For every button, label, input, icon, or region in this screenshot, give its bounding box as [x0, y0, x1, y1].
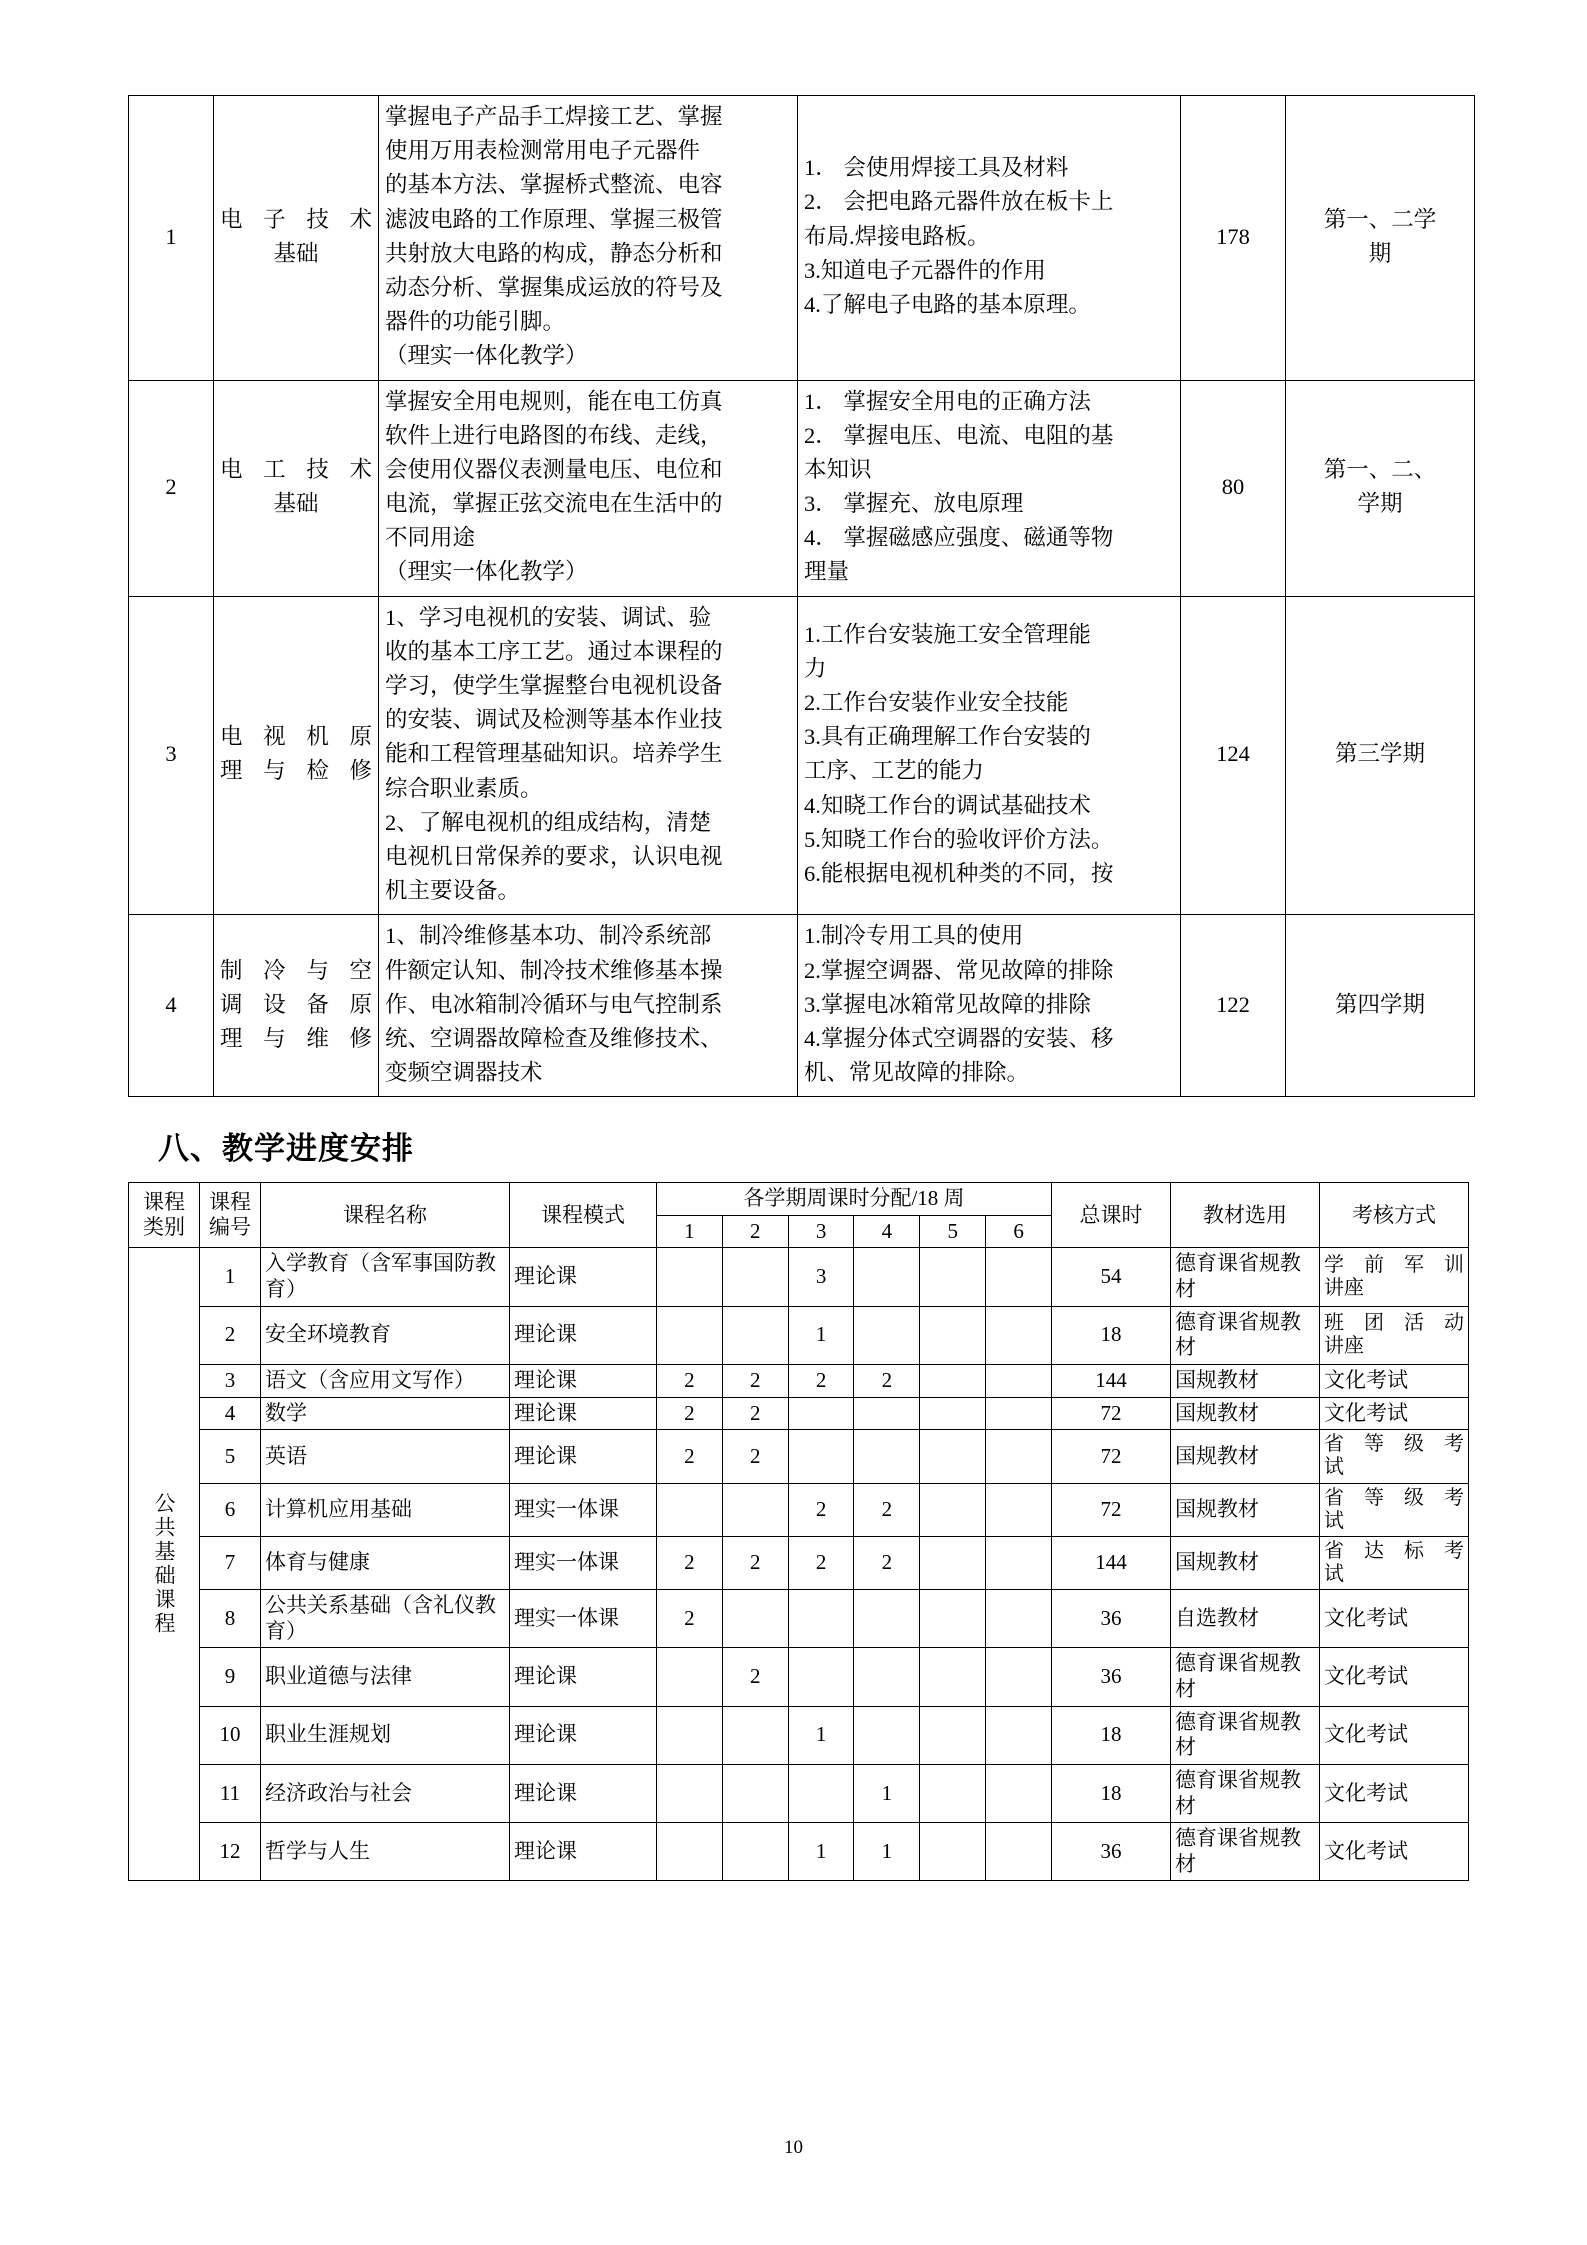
term-2-hours — [722, 1306, 788, 1364]
term-2-hours — [722, 1590, 788, 1648]
header-course-name: 课程名称 — [261, 1183, 510, 1248]
table-row — [129, 1397, 1469, 1430]
term-5-hours — [920, 1536, 986, 1589]
course-name-line: 电 子 技 术 — [220, 206, 372, 232]
course-description — [379, 380, 798, 596]
term-4-hours — [854, 1590, 920, 1648]
course-mode: 理实一体课 — [510, 1483, 657, 1536]
term-3-hours — [788, 1397, 854, 1430]
assessment: 文化考试 — [1320, 1648, 1469, 1706]
teaching-schedule-table — [128, 1182, 1469, 1881]
assessment — [1320, 1536, 1469, 1589]
term-5-hours — [920, 1823, 986, 1881]
table-row — [129, 1483, 1469, 1536]
term-3-hours — [788, 1590, 854, 1648]
term-6-hours — [986, 1648, 1052, 1706]
term-1-hours — [657, 1248, 723, 1306]
term-2-hours — [722, 1706, 788, 1764]
course-number: 8 — [200, 1590, 261, 1648]
course-hours: 80 — [1181, 380, 1286, 596]
header-assessment: 考核方式 — [1320, 1183, 1469, 1248]
assessment: 文化考试 — [1320, 1706, 1469, 1764]
term-5-hours — [920, 1364, 986, 1397]
course-name — [214, 915, 379, 1097]
term-6-hours — [986, 1764, 1052, 1822]
term-2-hours — [722, 1764, 788, 1822]
course-number: 2 — [200, 1306, 261, 1364]
course-number: 12 — [200, 1823, 261, 1881]
term-5-hours — [920, 1248, 986, 1306]
semester-line: 第一、二、 — [1323, 456, 1437, 482]
row-number: 2 — [129, 380, 214, 596]
term-2-hours — [722, 1248, 788, 1306]
course-name: 安全环境教育 — [261, 1306, 510, 1364]
course-mode: 理实一体课 — [510, 1590, 657, 1648]
course-name: 哲学与人生 — [261, 1823, 510, 1881]
course-name-line: 电视机原 — [220, 724, 372, 750]
term-6-hours — [986, 1706, 1052, 1764]
total-hours: 18 — [1052, 1306, 1171, 1364]
table-row — [129, 1764, 1469, 1822]
term-1-hours — [657, 1706, 723, 1764]
skill-line: 2． 掌握电压、电流、电阻的基 — [804, 422, 1114, 448]
teaching-schedule-header — [129, 1183, 1469, 1248]
textbook: 国规教材 — [1171, 1483, 1320, 1536]
skill-line: 2.掌握空调器、常见故障的排除 — [804, 957, 1114, 983]
header-row-1 — [129, 1183, 1469, 1216]
term-1-hours — [657, 1764, 723, 1822]
term-4-hours — [854, 1706, 920, 1764]
term-2-hours: 2 — [722, 1397, 788, 1430]
desc-line: 件额定认知、制冷技术维修基本操 — [385, 957, 723, 983]
desc-line: 使用万用表检测常用电子元器件 — [385, 138, 701, 164]
term-6-hours — [986, 1590, 1052, 1648]
desc-line: 会使用仪器仪表测量电压、电位和 — [385, 456, 723, 482]
term-4-hours — [854, 1248, 920, 1306]
semester-line: 学期 — [1357, 491, 1403, 517]
skill-line: 布局.焊接电路板。 — [804, 223, 990, 249]
skill-line: 1． 掌握安全用电的正确方法 — [804, 388, 1091, 414]
skill-line: 3.具有正确理解工作台安装的 — [804, 724, 1091, 750]
term-6-hours — [986, 1483, 1052, 1536]
skill-line: 机、常见故障的排除。 — [804, 1060, 1030, 1086]
skill-line: 3． 掌握充、放电原理 — [804, 491, 1024, 517]
term-3-hours — [788, 1430, 854, 1483]
desc-line: 学习，使学生掌握整台电视机设备 — [385, 673, 723, 698]
table-row — [129, 1648, 1469, 1706]
term-4-hours: 2 — [854, 1536, 920, 1589]
table-row — [129, 596, 1475, 915]
desc-line: 电流，掌握正弦交流电在生活中的 — [385, 491, 723, 517]
header-total-hours: 总课时 — [1052, 1183, 1171, 1248]
course-number: 3 — [200, 1364, 261, 1397]
term-6-hours — [986, 1430, 1052, 1483]
course-name: 数学 — [261, 1397, 510, 1430]
skill-requirements — [798, 915, 1181, 1097]
textbook: 国规教材 — [1171, 1364, 1320, 1397]
term-2-hours: 2 — [722, 1364, 788, 1397]
term-2-hours — [722, 1483, 788, 1536]
term-6-hours — [986, 1823, 1052, 1881]
term-3-hours: 1 — [788, 1823, 854, 1881]
skill-line: 1． 会使用焊接工具及材料 — [804, 155, 1069, 181]
course-mode: 理实一体课 — [510, 1536, 657, 1589]
course-name — [214, 380, 379, 596]
course-name: 公共关系基础（含礼仪教育） — [261, 1590, 510, 1648]
assessment: 文化考试 — [1320, 1764, 1469, 1822]
skill-line: 力 — [804, 655, 827, 681]
course-name: 语文（含应用文写作） — [261, 1364, 510, 1397]
term-3-hours: 3 — [788, 1248, 854, 1306]
header-category — [129, 1183, 200, 1248]
course-objectives-body — [129, 96, 1475, 1097]
textbook: 德育课省规教材 — [1171, 1706, 1320, 1764]
desc-line: 电视机日常保养的要求，认识电视 — [385, 843, 723, 869]
desc-line: 1、制冷维修基本功、制冷系统部 — [385, 923, 712, 949]
textbook: 国规教材 — [1171, 1430, 1320, 1483]
desc-line: 机主要设备。 — [385, 878, 521, 904]
table-row — [129, 1248, 1469, 1306]
assessment — [1320, 1248, 1469, 1306]
desc-line: （理实一体化教学） — [385, 559, 588, 585]
header-weekly-distribution: 各学期周课时分配/18 周 — [657, 1183, 1052, 1216]
skill-line: 工序、工艺的能力 — [804, 758, 985, 784]
table-row — [129, 96, 1475, 381]
row-number: 1 — [129, 96, 214, 381]
course-name: 职业道德与法律 — [261, 1648, 510, 1706]
desc-line: 掌握电子产品手工焊接工艺、掌握 — [385, 104, 723, 129]
term-3-hours: 1 — [788, 1706, 854, 1764]
term-6-hours — [986, 1397, 1052, 1430]
assessment-line: 讲座 — [1324, 1277, 1364, 1300]
assessment — [1320, 1430, 1469, 1483]
term-2-hours: 2 — [722, 1536, 788, 1589]
textbook: 德育课省规教材 — [1171, 1306, 1320, 1364]
term-4-hours — [854, 1306, 920, 1364]
skill-line: 理量 — [804, 559, 850, 585]
term-5-hours — [920, 1306, 986, 1364]
term-1-hours: 2 — [657, 1397, 723, 1430]
header-term-4: 4 — [854, 1215, 920, 1248]
assessment: 文化考试 — [1320, 1397, 1469, 1430]
header-category-line: 类别 — [143, 1215, 185, 1240]
skill-line: 本知识 — [804, 456, 872, 482]
course-number: 6 — [200, 1483, 261, 1536]
term-1-hours — [657, 1306, 723, 1364]
total-hours: 36 — [1052, 1648, 1171, 1706]
textbook: 德育课省规教材 — [1171, 1648, 1320, 1706]
header-term-6: 6 — [986, 1215, 1052, 1248]
term-1-hours — [657, 1483, 723, 1536]
skill-line: 1.工作台安装施工安全管理能 — [804, 621, 1091, 647]
textbook: 国规教材 — [1171, 1536, 1320, 1589]
course-name-line: 基础 — [273, 240, 319, 266]
course-name: 经济政治与社会 — [261, 1764, 510, 1822]
assessment-line: 班 团 活 动 — [1324, 1312, 1464, 1335]
term-2-hours: 2 — [722, 1430, 788, 1483]
assessment-line: 省 达 标 考 — [1324, 1539, 1464, 1562]
desc-line: 2、了解电视机的组成结构，清楚 — [385, 809, 712, 835]
page-number: 10 — [784, 2137, 803, 2158]
term-3-hours: 1 — [788, 1306, 854, 1364]
skill-line: 4.了解电子电路的基本原理。 — [804, 292, 1091, 318]
desc-line: 的基本方法、掌握桥式整流、电容 — [385, 172, 723, 198]
textbook: 国规教材 — [1171, 1397, 1320, 1430]
course-number: 1 — [200, 1248, 261, 1306]
desc-line: 滤波电路的工作原理、掌握三极管 — [385, 206, 723, 232]
course-objectives-table — [128, 95, 1475, 1097]
course-semester: 第四学期 — [1286, 915, 1475, 1097]
header-term-5: 5 — [920, 1215, 986, 1248]
term-4-hours — [854, 1397, 920, 1430]
skill-line: 4.掌握分体式空调器的安装、移 — [804, 1025, 1114, 1051]
category-cell — [129, 1248, 200, 1881]
term-5-hours — [920, 1648, 986, 1706]
course-number: 5 — [200, 1430, 261, 1483]
course-mode: 理论课 — [510, 1306, 657, 1364]
term-6-hours — [986, 1536, 1052, 1589]
term-2-hours — [722, 1823, 788, 1881]
semester-line: 期 — [1368, 240, 1392, 266]
course-mode: 理论课 — [510, 1764, 657, 1822]
desc-line: 的安装、调试及检测等基本作业技 — [385, 707, 723, 733]
course-hours: 178 — [1181, 96, 1286, 381]
table-row — [129, 1706, 1469, 1764]
assessment-line: 省 等 级 考 — [1324, 1433, 1464, 1456]
category-label: 公共基础课程 — [152, 1492, 177, 1637]
assessment — [1320, 1306, 1469, 1364]
course-name: 体育与健康 — [261, 1536, 510, 1589]
course-name: 职业生涯规划 — [261, 1706, 510, 1764]
skill-line: 3.知道电子元器件的作用 — [804, 257, 1046, 283]
term-4-hours: 2 — [854, 1364, 920, 1397]
term-1-hours: 2 — [657, 1364, 723, 1397]
term-6-hours — [986, 1306, 1052, 1364]
header-number-line: 编号 — [209, 1215, 251, 1240]
term-1-hours — [657, 1823, 723, 1881]
desc-line: （理实一体化教学） — [385, 343, 588, 369]
header-number-line: 课程 — [209, 1189, 251, 1214]
assessment-line: 讲座 — [1324, 1335, 1364, 1358]
term-2-hours: 2 — [722, 1648, 788, 1706]
skill-line: 2.工作台安装作业安全技能 — [804, 690, 1069, 716]
term-3-hours: 2 — [788, 1483, 854, 1536]
term-6-hours — [986, 1248, 1052, 1306]
total-hours: 144 — [1052, 1364, 1171, 1397]
total-hours: 18 — [1052, 1764, 1171, 1822]
assessment — [1320, 1483, 1469, 1536]
course-name: 计算机应用基础 — [261, 1483, 510, 1536]
table-row — [129, 1306, 1469, 1364]
term-5-hours — [920, 1430, 986, 1483]
course-number: 11 — [200, 1764, 261, 1822]
term-5-hours — [920, 1590, 986, 1648]
desc-line: 作、电冰箱制冷循环与电气控制系 — [385, 991, 723, 1017]
term-6-hours — [986, 1364, 1052, 1397]
section-heading: 八、教学进度安排 — [158, 1131, 414, 1168]
term-5-hours — [920, 1764, 986, 1822]
table-row — [129, 1590, 1469, 1648]
course-number: 7 — [200, 1536, 261, 1589]
skill-line: 5.知晓工作台的验收评价方法。 — [804, 826, 1114, 852]
course-mode: 理论课 — [510, 1364, 657, 1397]
course-mode: 理论课 — [510, 1648, 657, 1706]
skill-line: 6.能根据电视机种类的不同，按 — [804, 861, 1114, 887]
term-5-hours — [920, 1483, 986, 1536]
total-hours: 54 — [1052, 1248, 1171, 1306]
skill-line: 1.制冷专用工具的使用 — [804, 923, 1024, 949]
total-hours: 36 — [1052, 1590, 1171, 1648]
desc-line: 器件的功能引脚。 — [385, 309, 566, 335]
desc-line: 综合职业素质。 — [385, 775, 543, 801]
course-hours: 122 — [1181, 915, 1286, 1097]
term-3-hours — [788, 1648, 854, 1706]
course-description — [379, 596, 798, 915]
assessment: 文化考试 — [1320, 1823, 1469, 1881]
course-name-line: 制 冷 与 空 — [220, 957, 372, 983]
term-5-hours — [920, 1397, 986, 1430]
desc-line: 动态分析、掌握集成运放的符号及 — [385, 274, 723, 300]
term-3-hours: 2 — [788, 1364, 854, 1397]
term-1-hours: 2 — [657, 1590, 723, 1648]
textbook: 德育课省规教材 — [1171, 1823, 1320, 1881]
skill-line: 2． 会把电路元器件放在板卡上 — [804, 189, 1114, 215]
row-number: 4 — [129, 915, 214, 1097]
skill-requirements — [798, 96, 1181, 381]
header-term-1: 1 — [657, 1215, 723, 1248]
course-number: 9 — [200, 1648, 261, 1706]
skill-line: 4.知晓工作台的调试基础技术 — [804, 792, 1091, 818]
term-1-hours: 2 — [657, 1536, 723, 1589]
row-number: 3 — [129, 596, 214, 915]
table-row — [129, 1364, 1469, 1397]
teaching-schedule-body — [129, 1248, 1469, 1881]
total-hours: 36 — [1052, 1823, 1171, 1881]
table-row — [129, 915, 1475, 1097]
course-semester — [1286, 380, 1475, 596]
header-term-3: 3 — [788, 1215, 854, 1248]
course-hours: 124 — [1181, 596, 1286, 915]
term-1-hours — [657, 1648, 723, 1706]
course-name — [214, 596, 379, 915]
table-row — [129, 1536, 1469, 1589]
total-hours: 72 — [1052, 1397, 1171, 1430]
skill-line: 4． 掌握磁感应强度、磁通等物 — [804, 525, 1114, 551]
total-hours: 18 — [1052, 1706, 1171, 1764]
desc-line: 共射放大电路的构成，静态分析和 — [385, 240, 723, 266]
header-number — [200, 1183, 261, 1248]
course-name-line: 调 设 备 原 — [220, 991, 372, 1017]
term-4-hours: 2 — [854, 1483, 920, 1536]
header-textbook: 教材选用 — [1171, 1183, 1320, 1248]
course-name — [214, 96, 379, 381]
desc-line: 掌握安全用电规则，能在电工仿真 — [385, 388, 723, 414]
desc-line: 不同用途 — [385, 525, 476, 551]
semester-line: 第一、二学 — [1323, 206, 1437, 232]
assessment: 文化考试 — [1320, 1590, 1469, 1648]
course-name: 英语 — [261, 1430, 510, 1483]
course-mode: 理论课 — [510, 1706, 657, 1764]
course-semester: 第三学期 — [1286, 596, 1475, 915]
assessment-line: 学 前 军 训 — [1324, 1253, 1464, 1276]
total-hours: 72 — [1052, 1430, 1171, 1483]
term-4-hours — [854, 1430, 920, 1483]
desc-line: 变频空调器技术 — [385, 1060, 543, 1086]
course-mode: 理论课 — [510, 1430, 657, 1483]
term-4-hours: 1 — [854, 1764, 920, 1822]
textbook: 自选教材 — [1171, 1590, 1320, 1648]
desc-line: 收的基本工序工艺。通过本课程的 — [385, 638, 723, 664]
assessment-line: 省 等 级 考 — [1324, 1486, 1464, 1509]
header-category-line: 课程 — [143, 1189, 185, 1214]
course-name-line: 理与检修 — [220, 758, 372, 784]
textbook: 德育课省规教材 — [1171, 1764, 1320, 1822]
header-course-mode: 课程模式 — [510, 1183, 657, 1248]
skill-line: 3.掌握电冰箱常见故障的排除 — [804, 991, 1091, 1017]
skill-requirements — [798, 380, 1181, 596]
header-term-2: 2 — [722, 1215, 788, 1248]
course-mode: 理论课 — [510, 1248, 657, 1306]
desc-line: 软件上进行电路图的布线、走线， — [385, 422, 723, 448]
term-4-hours: 1 — [854, 1823, 920, 1881]
course-semester — [1286, 96, 1475, 381]
course-description — [379, 96, 798, 381]
term-4-hours — [854, 1648, 920, 1706]
course-number: 4 — [200, 1397, 261, 1430]
assessment-line: 试 — [1324, 1563, 1344, 1586]
course-mode: 理论课 — [510, 1823, 657, 1881]
total-hours: 144 — [1052, 1536, 1171, 1589]
assessment: 文化考试 — [1320, 1364, 1469, 1397]
table-row — [129, 1823, 1469, 1881]
course-number: 10 — [200, 1706, 261, 1764]
course-mode: 理论课 — [510, 1397, 657, 1430]
course-name-line: 电 工 技 术 — [220, 456, 372, 482]
term-1-hours: 2 — [657, 1430, 723, 1483]
skill-requirements — [798, 596, 1181, 915]
total-hours: 72 — [1052, 1483, 1171, 1536]
course-name-line: 基础 — [273, 491, 319, 517]
course-name: 入学教育（含军事国防教育） — [261, 1248, 510, 1306]
textbook: 德育课省规教材 — [1171, 1248, 1320, 1306]
course-name-line: 理与维修 — [220, 1025, 372, 1051]
assessment-line: 试 — [1324, 1456, 1344, 1479]
table-row — [129, 380, 1475, 596]
table-row — [129, 1430, 1469, 1483]
term-5-hours — [920, 1706, 986, 1764]
desc-line: 统、空调器故障检查及维修技术、 — [385, 1025, 723, 1051]
desc-line: 能和工程管理基础知识。培养学生 — [385, 741, 723, 767]
assessment-line: 试 — [1324, 1509, 1344, 1532]
term-3-hours — [788, 1764, 854, 1822]
term-3-hours: 2 — [788, 1536, 854, 1589]
course-description — [379, 915, 798, 1097]
desc-line: 1、学习电视机的安装、调试、验 — [385, 604, 712, 630]
